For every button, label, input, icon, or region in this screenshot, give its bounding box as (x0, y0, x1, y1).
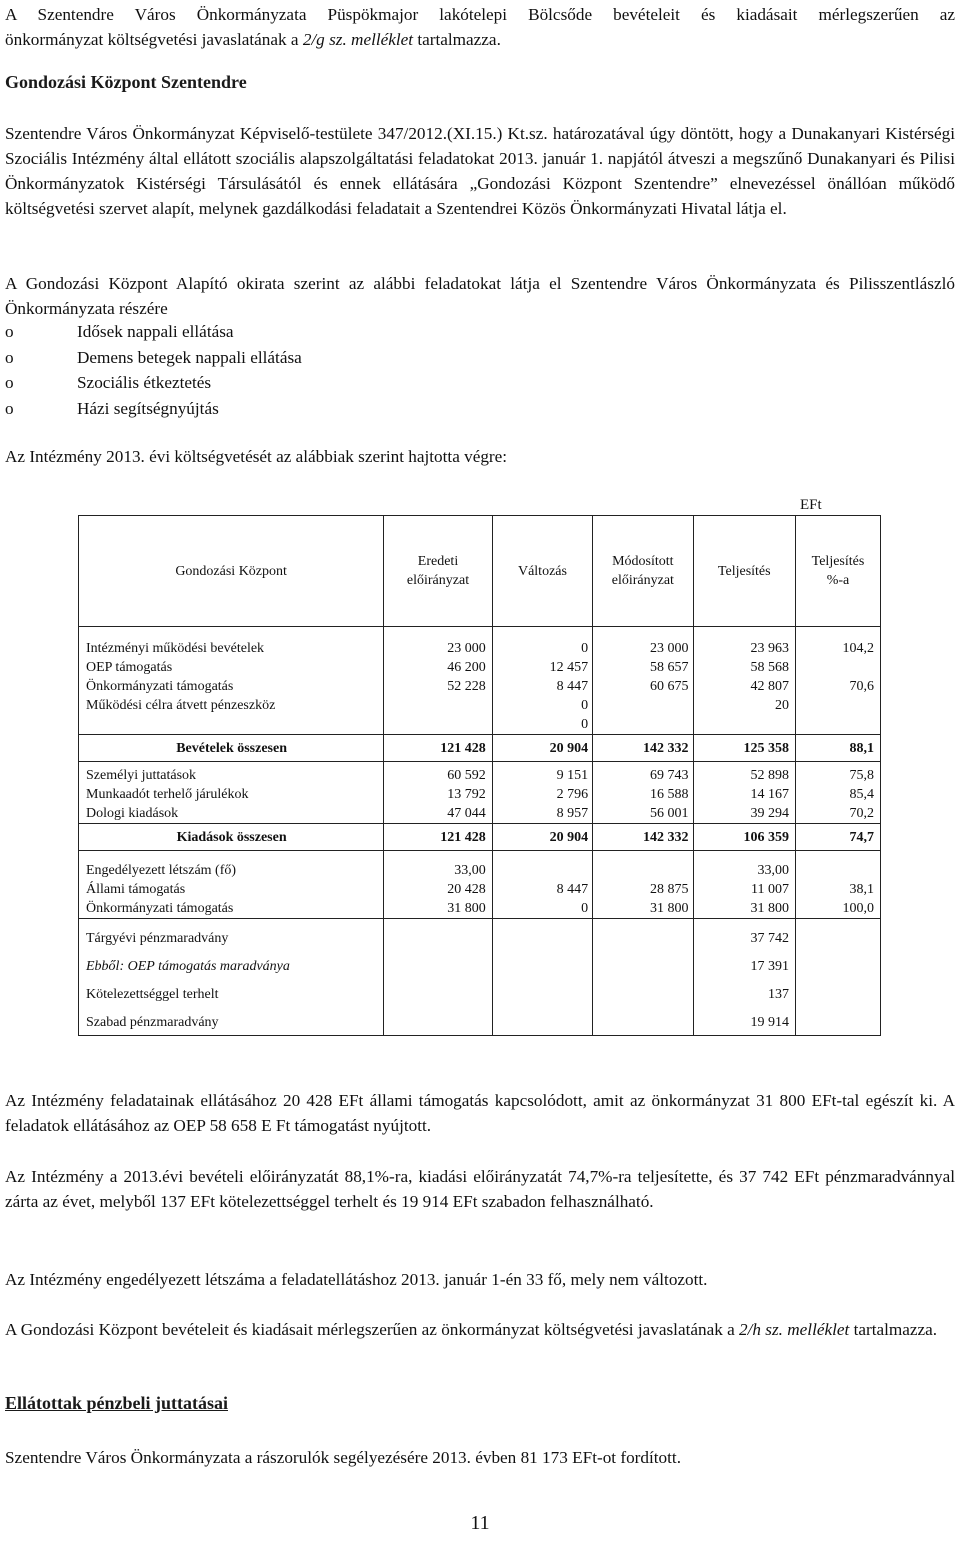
table-row (79, 919, 881, 949)
table-row (79, 976, 881, 1004)
value-cell (384, 1004, 493, 1036)
value-cell: 23 963 (693, 627, 795, 659)
table-row (79, 762, 881, 786)
value-cell: 0 (492, 696, 592, 715)
table-row (79, 715, 881, 735)
value-cell: 33,00 (384, 851, 493, 881)
value-cell: 17 391 (693, 948, 795, 976)
task-list (5, 319, 955, 421)
value-cell: 121 428 (384, 735, 493, 762)
intro-line-2: önkormányzat költségvetési javaslatának a 2/g sz. melléklet tartalmazza. (5, 30, 501, 49)
value-cell: 88,1 (795, 735, 880, 762)
table-header-row (79, 516, 881, 627)
table-row (79, 658, 881, 677)
value-cell: 2 796 (492, 785, 592, 804)
value-cell: 9 151 (492, 762, 592, 786)
value-cell (384, 696, 493, 715)
header-cell: Teljesítés %-a (795, 516, 880, 627)
paragraph-tasks-intro: A Gondozási Központ Alapító okirata szerint az alábbi feladatokat látja el Szentendre Város Önkormányzata és Pilisszentlászló Önkormányzata részére (5, 274, 955, 318)
value-cell: 31 800 (593, 899, 693, 919)
value-cell: 23 000 (593, 627, 693, 659)
value-cell: 52 228 (384, 677, 493, 696)
value-cell: 0 (492, 899, 592, 919)
table-row (79, 851, 881, 881)
value-cell: 125 358 (693, 735, 795, 762)
value-cell: 46 200 (384, 658, 493, 677)
row-label: Szabad pénzmaradvány (79, 1004, 384, 1036)
value-cell: 75,8 (795, 762, 880, 786)
value-cell: 11 007 (693, 880, 795, 899)
value-cell: 70,6 (795, 677, 880, 696)
row-label: Tárgyévi pénzmaradvány (79, 919, 384, 949)
value-cell: 142 332 (593, 735, 693, 762)
table-row (79, 899, 881, 919)
value-cell (492, 976, 592, 1004)
table-row (79, 735, 881, 762)
value-cell: 58 568 (693, 658, 795, 677)
section-title-allowances: Ellátottak pénzbeli juttatásai (5, 1393, 228, 1413)
paragraph-allowances: Szentendre Város Önkormányzata a rászorulók segélyezésére 2013. évben 81 173 EFt-ot fordított. (5, 1448, 681, 1467)
value-cell (593, 715, 693, 735)
list-item: o Demens betegek nappali ellátása (5, 347, 302, 367)
value-cell (384, 976, 493, 1004)
value-cell: 8 957 (492, 804, 592, 824)
value-cell: 31 800 (384, 899, 493, 919)
value-cell: 58 657 (593, 658, 693, 677)
value-cell: 23 000 (384, 627, 493, 659)
value-cell: 20 (693, 696, 795, 715)
list-item: o Szociális étkeztetés (5, 373, 212, 392)
header-cell: Gondozási Központ (79, 516, 384, 627)
value-cell (693, 715, 795, 735)
value-cell (795, 851, 880, 881)
row-label: Intézményi működési bevételek (79, 627, 384, 659)
row-label: Bevételek összesen (79, 735, 384, 762)
value-cell (593, 948, 693, 976)
paragraph-headcount: Az Intézmény engedélyezett létszáma a feladatellátáshoz 2013. január 1-én 33 fő, mely nem változott. (5, 1270, 708, 1289)
budget-table-body (79, 516, 881, 1036)
value-cell: 19 914 (693, 1004, 795, 1036)
page-number: 11 (470, 1512, 490, 1534)
list-item: o Idősek nappali ellátása (5, 322, 234, 341)
paragraph-decision: Szentendre Város Önkormányzat Képviselő-testülete 347/2012.(XI.15.) Kt.sz. határozatával úgy döntött, hogy a Dunakanyari Kistérségi Szociális Intézmény által ellátott szociális alapszolgáltatási feladatokat 2013. január 1. napjától átveszi a megszűnő Dunakanyari és Pilisi Önkormányzatok Kistérségi Társulásától és ennek ellátására „Gondozási Központ Szentendre” elnevezéssel önállóan működő költségvetési szervet alapít, melynek gazdálkodási feladatait a Szentendrei Közös Önkormányzati Hivatal látja el. (5, 124, 955, 218)
value-cell: 20 904 (492, 824, 592, 851)
value-cell: 20 428 (384, 880, 493, 899)
value-cell: 39 294 (693, 804, 795, 824)
value-cell: 42 807 (693, 677, 795, 696)
value-cell (593, 919, 693, 949)
table-row (79, 880, 881, 899)
value-cell (795, 919, 880, 949)
row-label: Működési célra átvett pénzeszköz (79, 696, 384, 715)
paragraph-support: Az Intézmény feladatainak ellátásához 20 428 EFt állami támogatás kapcsolódott, amit az önkormányzat 31 800 EFt-tal egészít ki. A feladatok ellátásához az OEP 58 658 E Ft támogatást nyújtott. (5, 1091, 955, 1135)
header-cell: Módosított előirányzat (593, 516, 693, 627)
value-cell (492, 1004, 592, 1036)
value-cell: 16 588 (593, 785, 693, 804)
value-cell: 14 167 (693, 785, 795, 804)
value-cell (593, 851, 693, 881)
header-cell: Teljesítés (693, 516, 795, 627)
value-cell: 106 359 (693, 824, 795, 851)
row-label: Állami támogatás (79, 880, 384, 899)
row-label (79, 715, 384, 735)
paragraph-annex: A Gondozási Központ bevételeit és kiadásait mérlegszerűen az önkormányzat költségvetési javaslatának a 2/h sz. melléklet tartalmazza. (5, 1320, 938, 1339)
value-cell: 52 898 (693, 762, 795, 786)
intro-line-1: A Szentendre Város Önkormányzata Püspökmajor lakótelepi Bölcsőde bevételeit és kiadásait mérlegszerűen az (5, 5, 955, 24)
value-cell (492, 919, 592, 949)
value-cell: 60 592 (384, 762, 493, 786)
value-cell: 28 875 (593, 880, 693, 899)
table-row (79, 804, 881, 824)
list-item: o Házi segítségnyújtás (5, 398, 219, 418)
table-row (79, 696, 881, 715)
row-label: Munkaadót terhelő járulékok (79, 785, 384, 804)
value-cell (795, 696, 880, 715)
value-cell (492, 851, 592, 881)
table-row (79, 824, 881, 851)
value-cell (795, 948, 880, 976)
intro-paragraph (5, 2, 955, 52)
value-cell: 0 (492, 627, 592, 659)
value-cell: 56 001 (593, 804, 693, 824)
value-cell: 13 792 (384, 785, 493, 804)
value-cell (593, 976, 693, 1004)
table-row (79, 627, 881, 659)
paragraph-budget-intro: Az Intézmény 2013. évi költségvetését az alábbiak szerint hajtotta végre: (5, 447, 508, 466)
value-cell: 74,7 (795, 824, 880, 851)
value-cell: 31 800 (693, 899, 795, 919)
budget-table (78, 515, 881, 1036)
table-row (79, 1004, 881, 1036)
row-label: Önkormányzati támogatás (79, 677, 384, 696)
row-label: Engedélyezett létszám (fő) (79, 851, 384, 881)
value-cell: 47 044 (384, 804, 493, 824)
value-cell: 12 457 (492, 658, 592, 677)
value-cell: 70,2 (795, 804, 880, 824)
value-cell (384, 948, 493, 976)
row-label: Dologi kiadások (79, 804, 384, 824)
value-cell: 69 743 (593, 762, 693, 786)
value-cell: 33,00 (693, 851, 795, 881)
value-cell: 104,2 (795, 627, 880, 659)
paragraph-execution: Az Intézmény a 2013.évi bevételi előirányzatát 88,1%-ra, kiadási előirányzatát 74,7%-ra teljesítette, és 37 742 EFt pénzmaradvánnyal zárta az évet, melyből 137 EFt kötelezettséggel terhelt és 19 914 EFt szabadon felhasználható. (5, 1167, 955, 1211)
unit-label: EFt (800, 497, 822, 513)
value-cell: 100,0 (795, 899, 880, 919)
value-cell: 142 332 (593, 824, 693, 851)
header-cell: Változás (492, 516, 592, 627)
row-label: OEP támogatás (79, 658, 384, 677)
value-cell: 8 447 (492, 677, 592, 696)
value-cell: 0 (492, 715, 592, 735)
value-cell: 137 (693, 976, 795, 1004)
value-cell: 121 428 (384, 824, 493, 851)
value-cell: 20 904 (492, 735, 592, 762)
table-row (79, 785, 881, 804)
table-row (79, 677, 881, 696)
value-cell (795, 658, 880, 677)
intro-annex-ref: 2/g sz. melléklet (302, 30, 414, 49)
value-cell (593, 1004, 693, 1036)
row-label: Személyi juttatások (79, 762, 384, 786)
value-cell (384, 715, 493, 735)
row-label: Kiadások összesen (79, 824, 384, 851)
value-cell (795, 715, 880, 735)
value-cell: 60 675 (593, 677, 693, 696)
value-cell (795, 976, 880, 1004)
row-label: Önkormányzati támogatás (79, 899, 384, 919)
value-cell: 85,4 (795, 785, 880, 804)
row-label: Kötelezettséggel terhelt (79, 976, 384, 1004)
annex-ref: 2/h sz. melléklet (739, 1320, 850, 1339)
value-cell (492, 948, 592, 976)
row-label: Ebből: OEP támogatás maradványa (79, 948, 384, 976)
value-cell: 38,1 (795, 880, 880, 899)
value-cell: 37 742 (693, 919, 795, 949)
value-cell: 8 447 (492, 880, 592, 899)
header-cell: Eredeti előirányzat (384, 516, 493, 627)
value-cell (593, 696, 693, 715)
value-cell (384, 919, 493, 949)
table-row (79, 948, 881, 976)
section-title-gondozasi: Gondozási Központ Szentendre (5, 72, 247, 92)
value-cell (795, 1004, 880, 1036)
